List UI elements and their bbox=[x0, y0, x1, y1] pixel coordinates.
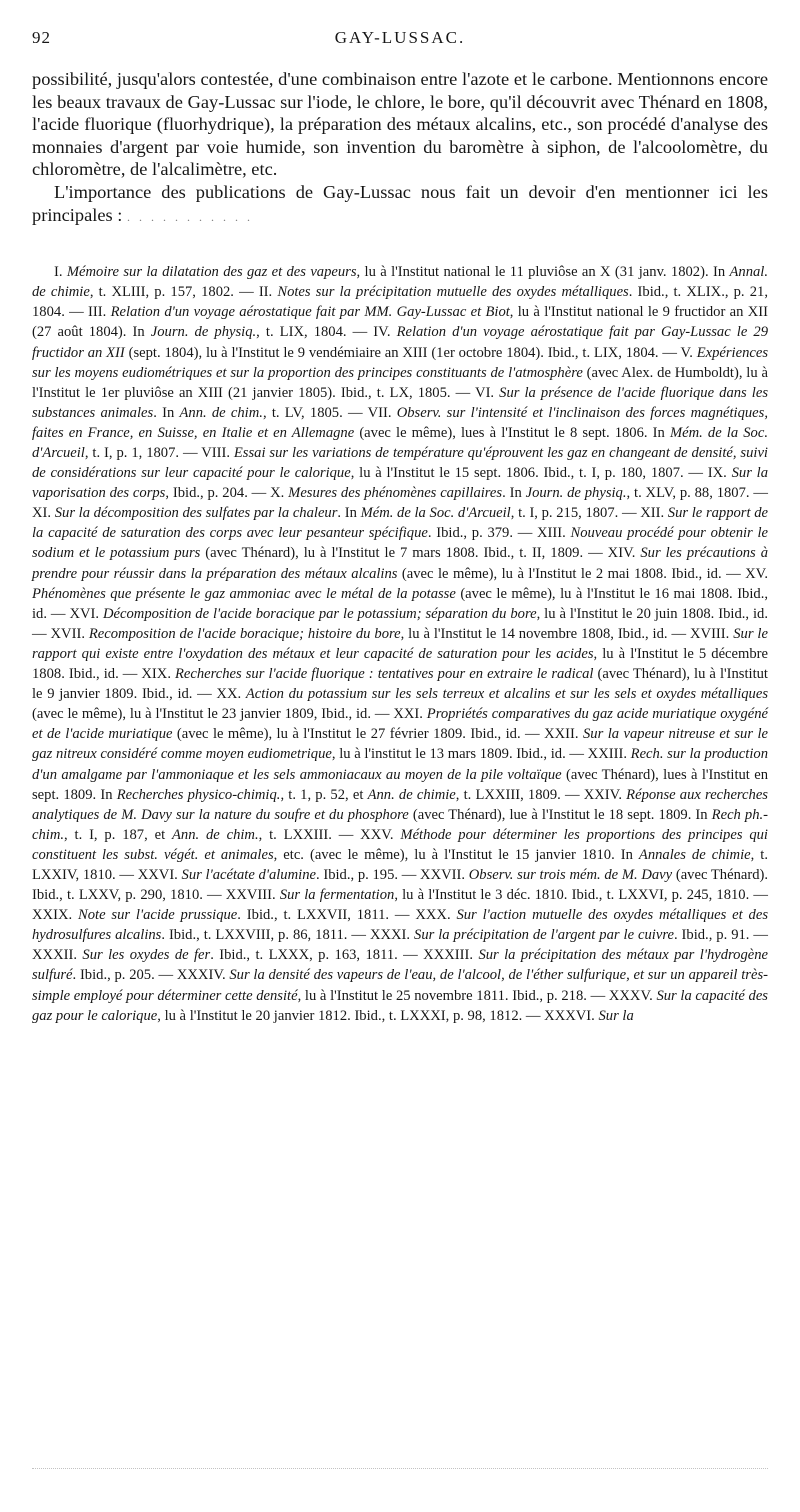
bibliography-title: Ann. de chim. bbox=[171, 826, 259, 843]
bibliography-title: Observ. sur l'intensité et l'inclinaison des forces magnétiques, faites en France, en Suisse, en Italie et en Allemagne bbox=[32, 404, 768, 441]
bibliography-reference: . Ibid., p. 205. — XXXIV. bbox=[72, 967, 230, 984]
bibliography-reference: (avec Thénard), lu à l'Institut le 7 mars 1808. Ibid., t. II, 1809. — XIV. bbox=[200, 545, 641, 562]
bibliography-reference: . Ibid., t. XLIX., p. 21, 1804. — III. bbox=[32, 284, 768, 321]
page-header bbox=[32, 24, 768, 54]
bibliography-reference: , Ibid., p. 204. — X. bbox=[165, 485, 289, 502]
bibliography-reference: , lu à l'Institut le 20 janvier 1812. Ibid., t. LXXXI, p. 98, 1812. — XXXVI. bbox=[157, 1007, 599, 1024]
bibliography-reference: , lu à l'Institut le 20 juin 1808. Ibid., id. — XVII. bbox=[32, 605, 768, 642]
bibliography-title: Expériences sur les moyens eudiométriques et sur la proportion des principes constituants de l'atmosphère bbox=[32, 344, 768, 381]
paragraph-continued: possibilité, jusqu'alors contestée, d'une combinaison entre l'azote et le carbone. Mentionnons encore les beaux travaux de Gay-Lussac sur l'iode, le chlore, le bore, qu'il découvrit avec Thénard en 1808, l'acide fluorique (fluorhydrique), la préparation des métaux alcalins, etc., son procédé d'analyse des monnaies d'argent par voie humide, son invention du baromètre à siphon, de l'alcoolomètre, du chloromètre, de l'alcalimètre, etc. bbox=[32, 69, 768, 180]
bibliography-reference: . Ibid., t. LXXVIII, p. 86, 1811. — XXXI. bbox=[161, 927, 415, 944]
bibliography-reference: (avec Alex. de Humboldt), lu à l'Institut le 1er pluviôse an XIII (21 janvier 1805). Ibid., t. LX, 1805. — VI. bbox=[32, 364, 768, 401]
bibliography-reference: , lu à l'institut le 13 mars 1809. Ibid., id. — XXIII. bbox=[331, 746, 631, 763]
bibliography-reference: . In bbox=[337, 505, 361, 522]
bibliography-title: Mém. de la Soc. d'Arcueil bbox=[360, 505, 511, 522]
paragraph-publications-intro bbox=[32, 181, 768, 228]
paragraph-publications-intro-text: L'importance des publications de Gay-Lussac nous fait un devoir d'en mentionner ici les principales : bbox=[32, 181, 768, 225]
bibliography-reference: , t. LXXIII. — XXV. bbox=[258, 826, 401, 843]
bibliography-title: Rech ph.-chim. bbox=[32, 806, 769, 843]
bibliography-title: Essai sur les variations de température qu'éprouvent les gaz en changeant de densité, suivi de considérations sur leur capacité pour le calorique bbox=[32, 445, 768, 482]
bibliography-title: Sur l'action mutuelle des oxydes métalliques et des hydrosulfures alcalins bbox=[32, 907, 769, 944]
bibliography-title: Journ. de physiq. bbox=[150, 324, 257, 341]
bibliography-title: Action du potassium sur les sels terreux et alcalins et sur les sels et oxydes métalliques bbox=[245, 686, 768, 703]
bibliography-reference: (avec le même), lu à l'Institut le 27 février 1809. Ibid., id. — XXII. bbox=[172, 726, 583, 743]
bibliography-title: Sur les précautions à prendre pour réussir dans la préparation des métaux alcalins bbox=[32, 545, 769, 582]
bibliography-reference: (avec le même), lu à l'Institut le 2 mai 1808. Ibid., id. — XV. bbox=[397, 565, 768, 582]
bibliography-title: Recherches sur l'acide fluorique : tentatives pour en extraire le radical bbox=[175, 666, 594, 683]
bibliography-reference: , lu à l'Institut le 3 déc. 1810. Ibid., t. LXXVI, p. 245, 1810. — XXIX. bbox=[32, 887, 768, 924]
body-text bbox=[32, 68, 768, 228]
dotted-leader: . . . . . . . . . . . bbox=[127, 209, 254, 224]
bibliography-reference: , t. I, p. 215, 1807. — XII. bbox=[510, 505, 668, 522]
bibliography-reference: . Ibid., t. LXXVII, 1811. — XXX. bbox=[237, 907, 457, 924]
bibliography-title: Sur la vapeur nitreuse et sur le gaz nitreux considéré comme moyen eudiometrique bbox=[32, 726, 768, 763]
bibliography-title: Mém. de la Soc. d'Arcueil bbox=[32, 424, 768, 461]
bibliography-title: Méthode pour déterminer les proportions des principes qui constituent les subst. végét. et animales bbox=[32, 826, 768, 863]
bibliography-reference: , lu à l'Institut national le 11 pluviôse an X (31 janv. 1802). In bbox=[356, 264, 730, 281]
bibliography-reference: , lu à l'Institut le 25 novembre 1811. Ibid., p. 218. — XXXV. bbox=[297, 987, 657, 1004]
page-number: 92 bbox=[32, 28, 51, 47]
bibliography-title: Annales de chimie bbox=[638, 846, 751, 863]
bibliography-reference: . Ibid., p. 91. — XXXII. bbox=[32, 927, 768, 964]
bibliography-reference: (avec le même), lu à l'Institut le 23 janvier 1809, Ibid., id. — XXI. bbox=[32, 706, 427, 723]
bibliography-title: Sur la densité des vapeurs de l'eau, de l'alcool, de l'éther sulfurique, et sur un appareil très-simple employé pour déterminer cette densité bbox=[32, 967, 768, 1004]
bibliography-title: Mesures des phénomènes capillaires bbox=[288, 485, 503, 502]
bibliography-title: Recherches physico-chimiq. bbox=[116, 786, 281, 803]
bibliography-reference: (sept. 1804), lu à l'Institut le 9 vendémiaire an XIII (1er octobre 1804). Ibid., t. LIX, 1804. — V. bbox=[124, 344, 697, 361]
bibliography-title: Observ. sur trois mém. de M. Davy bbox=[468, 866, 673, 883]
bibliography-title: Sur la précipitation des métaux par l'hydrogène sulfuré bbox=[32, 947, 768, 984]
bibliography-title: Note sur l'acide prussique bbox=[77, 907, 238, 924]
bibliography-title: Sur le rapport de la capacité de saturation des corps avec leur pesanteur spécifique bbox=[32, 505, 768, 542]
bibliography-title: Relation d'un voyage aérostatique fait par Gay-Lussac le 29 fructidor an XII bbox=[32, 324, 768, 361]
bibliography-title: Journ. de physiq. bbox=[525, 485, 627, 502]
bibliography-reference: , t. LV, 1805. — VII. bbox=[262, 404, 397, 421]
bibliography-reference: (avec le même), lues à l'Institut le 8 sept. 1806. In bbox=[354, 424, 670, 441]
bibliography-reference: , t. 1, p. 52, et bbox=[280, 786, 368, 803]
bibliography-title: Notes sur la précipitation mutuelle des oxydes métalliques bbox=[277, 284, 629, 301]
bibliography-title: Sur les oxydes de fer bbox=[82, 947, 211, 964]
bibliography-title: Sur la bbox=[598, 1007, 634, 1024]
bibliography-reference: (avec Thénard), lues à l'Institut en sept. 1809. In bbox=[32, 766, 768, 803]
bibliography-reference: . In bbox=[153, 404, 180, 421]
bibliography-title: Ann. de chim. bbox=[179, 404, 263, 421]
bibliography-reference: , lu à l'Institut le 15 sept. 1806. Ibid., t. I, p. 180, 1807. — IX. bbox=[350, 465, 732, 482]
bibliography-title: Sur la précipitation de l'argent par le cuivre bbox=[414, 927, 674, 944]
bibliography-title: Mémoire sur la dilatation des gaz et des vapeurs bbox=[66, 264, 357, 281]
bibliography-title: Annal. de chimie bbox=[32, 264, 768, 301]
bibliography-reference: (avec Thénard). Ibid., t. LXXV, p. 290, 1810. — XXVIII. bbox=[32, 866, 769, 904]
bibliography-title: Relation d'un voyage aérostatique fait par MM. Gay-Lussac et Biot bbox=[110, 304, 510, 321]
bibliography-reference: (avec le même), lu à l'Institut le 16 mai 1808. Ibid., id. — XVI. bbox=[32, 585, 768, 622]
bibliography-title: Phénomènes que présente le gaz ammoniac avec le métal de la potasse bbox=[32, 585, 456, 602]
bibliography-title: Sur la vaporisation des corps bbox=[32, 465, 769, 502]
running-head: GAY-LUSSAC. bbox=[334, 28, 466, 47]
bibliography-title: Recomposition de l'acide boracique; histoire du bore bbox=[88, 625, 401, 642]
bibliography-reference: (avec Thénard), lu à l'Institut le 9 janvier 1809. Ibid., id. — XX. bbox=[32, 666, 768, 703]
bibliography-reference: . Ibid., p. 379. — XIII. bbox=[427, 525, 571, 542]
bibliography-title: Sur le rapport qui existe entre l'oxydation des métaux et leur capacité de saturation pour les acides bbox=[32, 625, 768, 662]
bibliography-reference: (avec Thénard), lue à l'Institut le 18 sept. 1809. In bbox=[408, 806, 712, 823]
bibliography-title: Sur la présence de l'acide fluorique dans les substances animales bbox=[32, 384, 769, 421]
bibliography-title: Sur la fermentation bbox=[279, 887, 395, 904]
bibliography-title: Sur l'acétate d'alumine bbox=[181, 866, 316, 883]
bibliography-title: Sur la capacité des gaz pour le calorique bbox=[32, 987, 768, 1024]
bibliography-reference: . Ibid., p. 195. — XXVII. bbox=[315, 866, 469, 883]
bibliography-reference: , t. LXXIV, 1810. — XXVI. bbox=[32, 846, 768, 883]
bibliography-reference: , lu à l'Institut national le 9 fructidor an XII (27 août 1804). In bbox=[32, 304, 768, 341]
bibliography-title: Propriétés comparatives du gaz acide muriatique oxygéné et de l'acide muriatique bbox=[32, 706, 769, 743]
bibliography-list bbox=[32, 262, 768, 1026]
footer-dotted-rule bbox=[32, 1468, 768, 1477]
bibliography-reference: , t. XLIII, p. 157, 1802. — II. bbox=[89, 284, 278, 301]
bibliography-reference: , lu à l'Institut le 5 décembre 1808. Ibid., id. — XIX. bbox=[32, 645, 768, 683]
bibliography-reference: , etc. (avec le même), lu à l'Institut le 15 janvier 1810. In bbox=[273, 846, 639, 863]
bibliography-title: Réponse aux recherches analytiques de M. Davy sur la nature du soufre et du phosphore bbox=[32, 786, 768, 823]
bibliography-reference: I. bbox=[54, 264, 67, 281]
bibliography-reference: , t. I, p. 1, 1807. — VIII. bbox=[84, 445, 234, 461]
bibliography-title: Rech. sur la production d'un amalgame par l'ammoniaque et les sels ammoniacaux au moyen de la pile voltaïque bbox=[32, 746, 768, 783]
bibliography-reference: . Ibid., t. LXXX, p. 163, 1811. — XXXIII. bbox=[210, 947, 479, 964]
bibliography-reference: , lu à l'Institut le 14 novembre 1808, Ibid., id. — XVIII. bbox=[400, 625, 734, 642]
bibliography-title: Nouveau procédé pour obtenir le sodium et le potassium purs bbox=[32, 525, 768, 562]
bibliography-reference: . In bbox=[502, 485, 526, 502]
bibliography-title: Ann. de chimie bbox=[367, 786, 456, 803]
bibliography-title: Sur la décomposition des sulfates par la chaleur bbox=[54, 505, 338, 522]
bibliography-reference: , t. LIX, 1804. — IV. bbox=[256, 324, 397, 341]
bibliography-reference: , t. XLV, p. 88, 1807. — XI. bbox=[32, 485, 768, 522]
bibliography-title: Décomposition de l'acide boracique par le potassium; séparation du bore bbox=[103, 605, 537, 622]
bibliography-reference: , t. I, p. 187, et bbox=[64, 826, 172, 843]
bibliography-reference: , t. LXXIII, 1809. — XXIV. bbox=[455, 786, 627, 803]
